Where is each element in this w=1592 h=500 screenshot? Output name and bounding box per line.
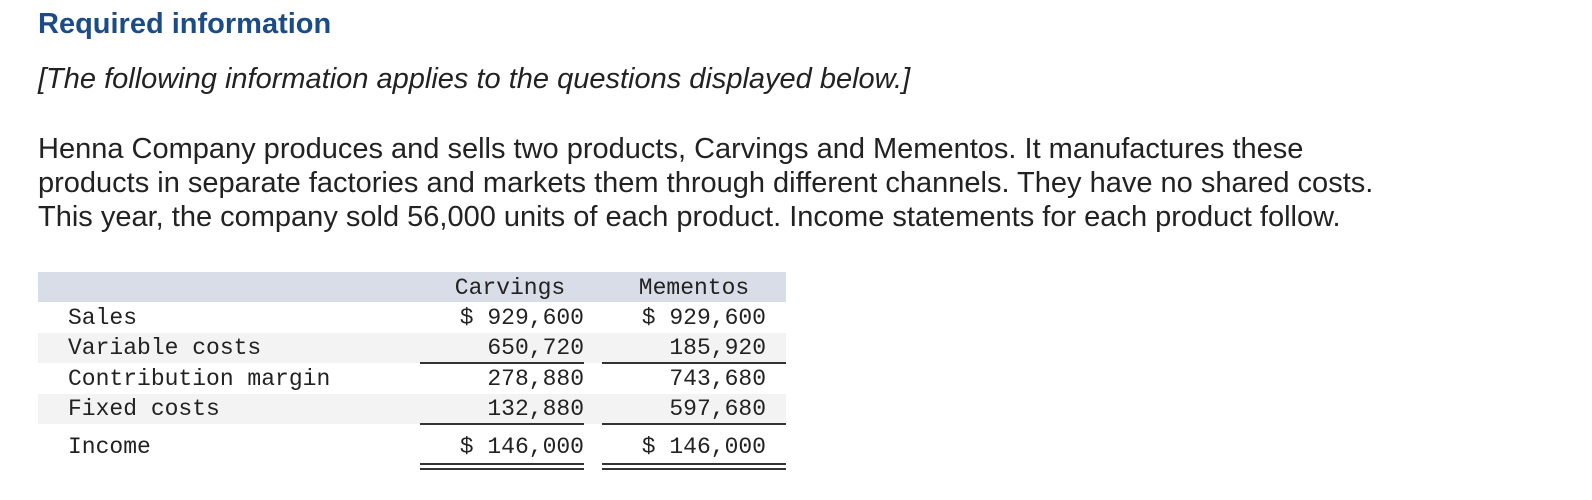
row-label: Variable costs — [68, 335, 262, 361]
description-line: Henna Company produces and sells two products, Carvings and Mementos. It manufactures these — [38, 133, 1304, 165]
carvings-value: $ 929,600 — [459, 305, 584, 331]
row-label: Contribution margin — [68, 366, 331, 392]
mementos-value: 597,680 — [669, 396, 766, 422]
table-header-row — [38, 272, 786, 302]
mementos-value: $ 929,600 — [641, 305, 766, 331]
description-line: products in separate factories and markets them through different channels. They have no shared costs. — [38, 167, 1374, 199]
row-label: Sales — [68, 305, 138, 331]
carvings-value: 132,880 — [487, 396, 584, 422]
table-row-sales — [38, 303, 786, 333]
subtotal-rule — [420, 423, 584, 425]
description-line: This year, the company sold 56,000 units of each product. Income statements for each product follow. — [38, 201, 1341, 233]
carvings-value: 278,880 — [487, 366, 584, 392]
table-row-variable-costs — [38, 333, 786, 363]
subtotal-rule — [602, 423, 786, 425]
table-row-fixed-costs — [38, 394, 786, 424]
carvings-value: $ 146,000 — [459, 434, 584, 460]
column-header-carvings: Carvings — [454, 275, 566, 301]
total-double-rule — [420, 463, 584, 470]
instruction-note: [The following information applies to the questions displayed below.] — [38, 63, 911, 95]
mementos-value: 185,920 — [669, 335, 766, 361]
total-double-rule — [602, 463, 786, 470]
table-row-contribution-margin — [38, 364, 786, 394]
row-label: Fixed costs — [68, 396, 220, 422]
carvings-value: 650,720 — [487, 335, 584, 361]
table-row-income — [38, 432, 786, 462]
mementos-value: $ 146,000 — [641, 434, 766, 460]
section-heading: Required information — [38, 8, 332, 40]
mementos-value: 743,680 — [669, 366, 766, 392]
problem-description — [38, 132, 1548, 234]
column-header-mementos: Mementos — [638, 275, 750, 301]
row-label: Income — [68, 434, 151, 460]
